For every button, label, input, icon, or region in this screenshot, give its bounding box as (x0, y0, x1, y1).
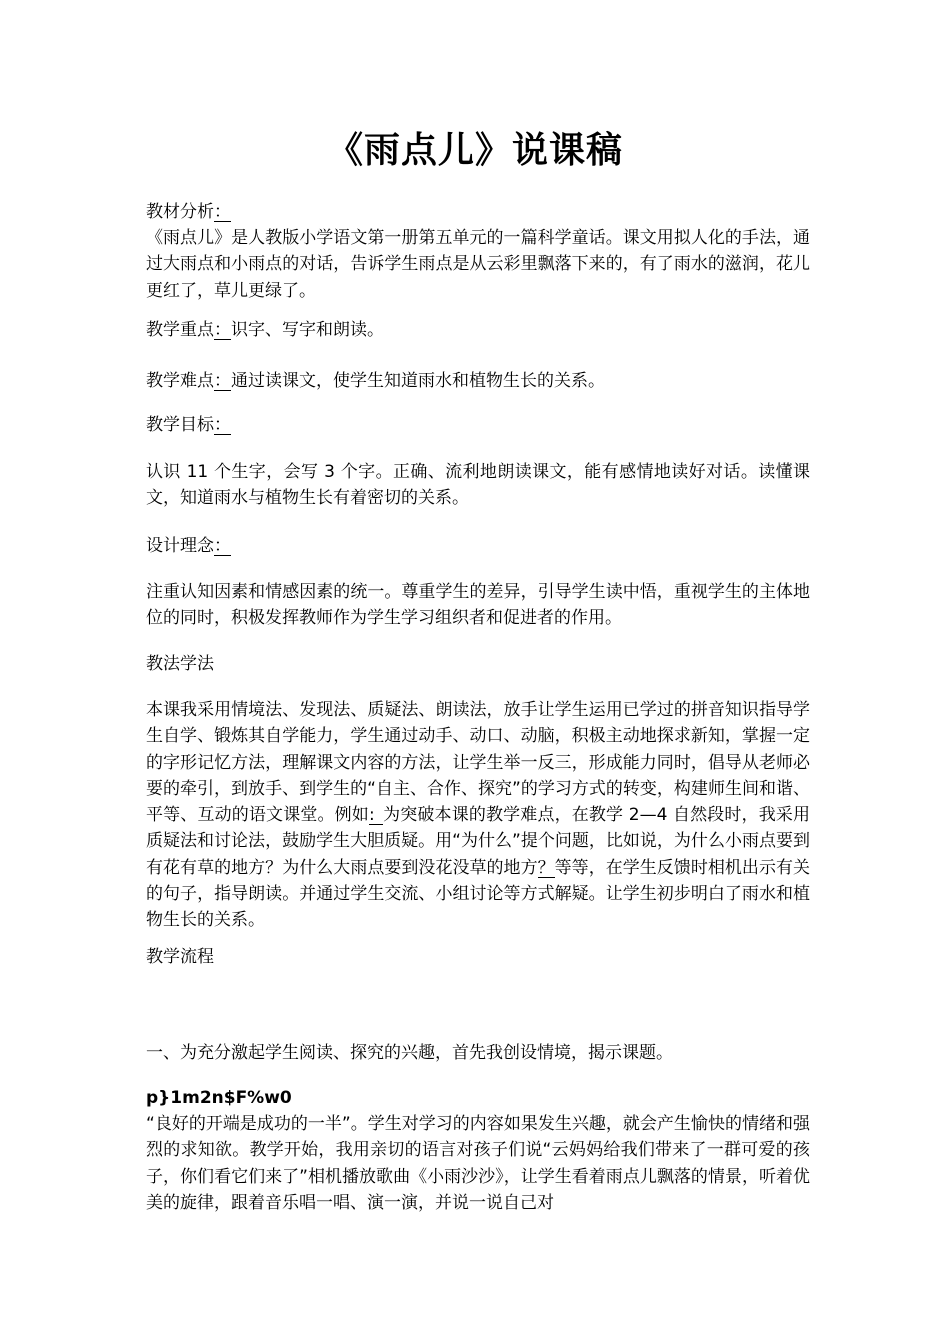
concept-body: 注重认知因素和情感因素的统一。尊重学生的差异，引导学生读中悟，重视学生的主体地位的同时，积极发挥教师作为学生学习组织者和促进者的作用。 (146, 582, 810, 629)
difficulties-label: 教学难点 (146, 371, 214, 391)
key-points-body: 识字、写字和朗读。 (231, 320, 384, 340)
key-points-colon: ： (214, 320, 231, 340)
methods-question-mark: ？ (537, 857, 555, 878)
methods-body-b: 为突破本课的教学难点，在教学 2—4 自然段时，我采用质疑法和讨论法，鼓励学生大胆质疑。用“为什么”提个问题，比如说，为什么小雨点要到有花有草的地方？为什么大雨点要到没花没草的地方 (146, 805, 810, 878)
step1-heading: 一、为充分激起学生阅读、探究的兴趣，首先我创设情境，揭示课题。 (146, 1043, 673, 1063)
key-points-paragraph (146, 317, 810, 343)
methods-body-a: 本课我采用情境法、发现法、质疑法、朗读法，放手让学生运用已学过的拼音知识指导学生自学、锻炼其自学能力，学生通过动手、动口、动脑，积极主动地探求新知，掌握一定的字形记忆方法，理解课文内容的方法，让学生举一反三，形成能力同时，倡导从老师必要的牵引，到放手、到学生的“自主、合作、探究”的学习方式的转变，构建师生间和谐、平等、互动的语文课堂。例如 (146, 700, 810, 826)
goals-colon: ： (214, 415, 231, 435)
difficulties-colon: ： (214, 371, 231, 391)
concept-label: 设计理念 (146, 536, 214, 556)
step1-body: “良好的开端是成功的一半”。学生对学习的内容如果发生兴趣，就会产生愉快的情绪和强烈的求知欲。教学开始，我用亲切的语言对孩子们说“云妈妈给我们带来了一群可爱的孩子，你们看它们来了”相机播放歌曲《小雨沙沙》，让学生看着雨点儿飘落的情景，听着优美的旋律，跟着音乐唱一唱、演一演，并说一说自己对 (146, 1114, 810, 1213)
difficulties-paragraph (146, 368, 810, 394)
stray-text: p}1m2n$F%w0 (146, 1088, 292, 1108)
methods-body (146, 697, 810, 934)
methods-body-c: 等等，在学生反馈时相机出示有关的句子，指导朗读。并通过学生交流、小组讨论等方式解疑。让学生初步明白了雨水和植物生长的关系。 (146, 857, 811, 931)
methods-colon: : (369, 806, 383, 825)
key-points-label: 教学重点 (146, 320, 214, 340)
material-colon: ： (214, 202, 231, 222)
goals-label: 教学目标 (146, 415, 214, 435)
difficulties-body: 通过读课文，使学生知道雨水和植物生长的关系。 (231, 371, 605, 391)
material-body: 《雨点儿》是人教版小学语文第一册第五单元的一篇科学童话。课文用拟人化的手法，通过大雨点和小雨点的对话，告诉学生雨点是从云彩里飘落下来的，有了雨水的滋润，花儿更红了，草儿更绿了。 (146, 228, 810, 301)
concept-colon: ： (214, 536, 231, 556)
flow-heading: 教学流程 (146, 947, 214, 967)
goals-heading (146, 412, 810, 438)
material-label: 教材分析 (146, 202, 214, 222)
goals-body: 认识 11 个生字，会写 3 个字。正确、流利地朗读课文，能有感情地读好对话。读懂课文，知道雨水与植物生长有着密切的关系。 (146, 462, 810, 509)
material-heading (146, 199, 810, 225)
concept-heading (146, 533, 810, 559)
methods-heading: 教法学法 (146, 654, 214, 674)
page-title: 《雨点儿》说课稿 (326, 130, 623, 171)
